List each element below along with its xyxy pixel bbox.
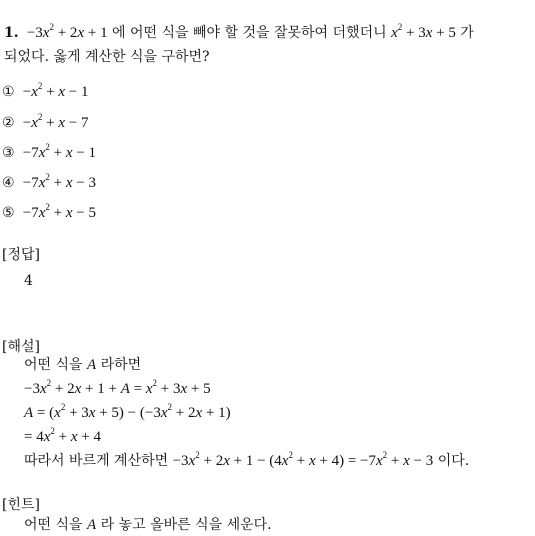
hint-text: 어떤 식을 A 라 놓고 올바른 식을 세운다.	[24, 517, 272, 533]
question-number: 1.	[4, 25, 19, 41]
choice-marker: ③	[2, 145, 15, 161]
choice-expression: $-x^2 + x - 1$	[19, 81, 89, 100]
explanation-line-4: = $4x^2 + x + 4$	[24, 426, 101, 445]
question-line-1	[4, 24, 474, 42]
explanation-line-1: 어떤 식을 A 라하면	[24, 357, 142, 373]
choice-marker: ⑤	[2, 205, 15, 221]
choice-expression: $-7x^2 + x - 1$	[19, 142, 97, 161]
question-text-a: 에 어떤 식을 빼야 할 것을 잘못하여 더했더니	[107, 25, 392, 41]
choice-5	[2, 204, 96, 222]
hint-label: [힌트]	[2, 497, 40, 513]
choice-marker: ④	[2, 175, 15, 191]
choice-4	[2, 174, 96, 192]
question-text-b: 가	[455, 25, 474, 41]
explanation-line-3: $A = (x^2 + 3x + 5) - (-3x^2 + 2x + 1)$	[24, 402, 231, 421]
choice-3	[2, 144, 96, 162]
choice-expression: $-x^2 + x - 7$	[19, 112, 89, 131]
choice-expression: $-7x^2 + x - 3$	[19, 172, 97, 191]
explanation-line-5: 따라서 바르게 계산하면 $-3x^2 + 2x + 1 - (4x^2 + x + 4) = -7x^2 + x - 3$ 이다.	[24, 450, 470, 469]
answer-label: [정답]	[2, 247, 40, 263]
question-expression-1: $-3x^2 + 2x + 1$	[23, 22, 108, 41]
choice-marker: ①	[2, 84, 15, 100]
question-expression-2: $x^2 + 3x + 5$	[391, 22, 456, 41]
question-line-2: 되었다. 옳게 계산한 식을 구하면?	[4, 49, 210, 65]
choice-expression: $-7x^2 + x - 5$	[19, 202, 97, 221]
explanation-label: [해설]	[2, 339, 40, 355]
choice-1	[2, 83, 89, 101]
choice-2	[2, 114, 89, 132]
explanation-line-2: $-3x^2 + 2x + 1 + A = x^2 + 3x + 5$	[24, 378, 211, 397]
choice-marker: ②	[2, 115, 15, 131]
answer-value: 4	[24, 273, 33, 289]
